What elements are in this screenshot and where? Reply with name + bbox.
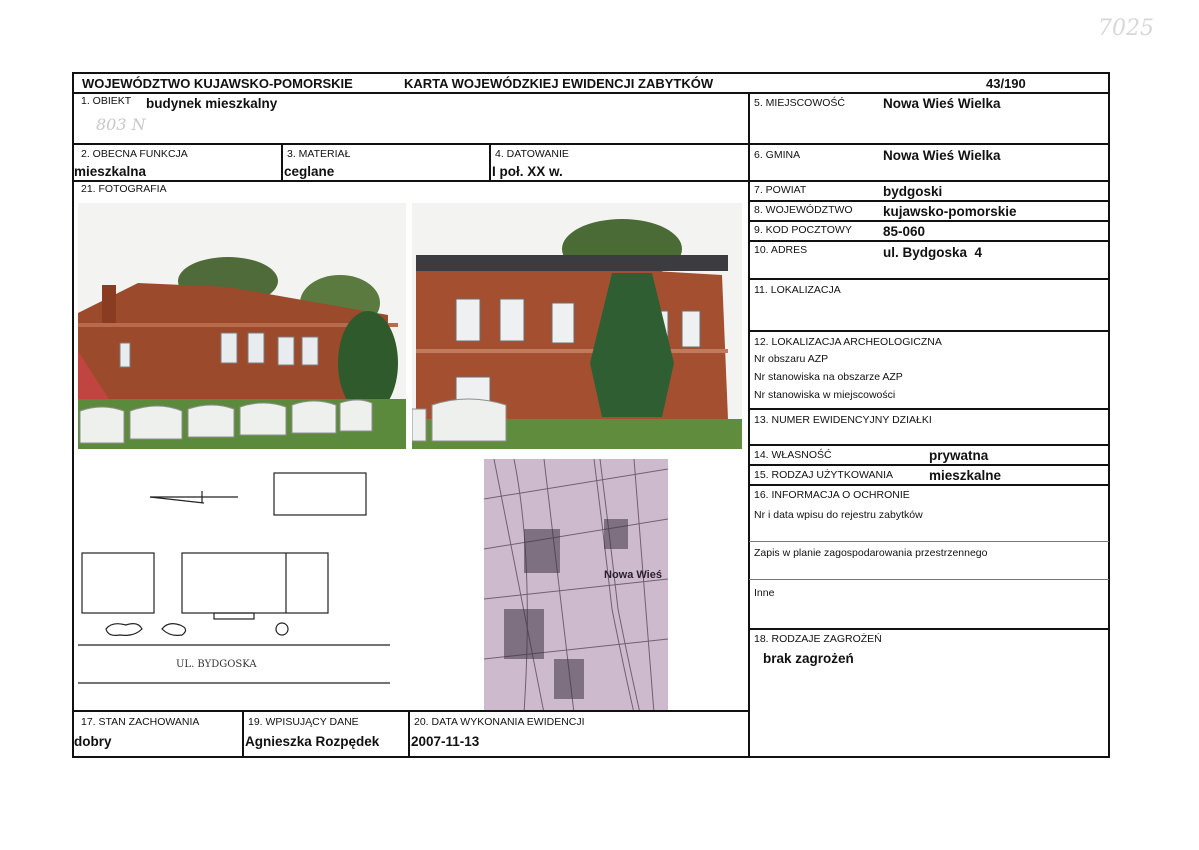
field-fotografia [74,180,750,712]
sketch-street-label: UL. BYDGOSKA [176,659,257,670]
powiat-value: bydgoski [883,184,943,199]
location-map-image [484,459,668,712]
material-label: 3. MATERIAŁ [287,148,351,160]
dzialka-label: 13. NUMER EWIDENCYJNY DZIAŁKI [754,414,932,426]
corner-note: 7025 [1098,16,1154,41]
field-obiekt [74,92,750,144]
ochrona-label: 16. INFORMACJA O OCHRONIE [754,489,910,501]
uzytkowanie-label: 15. RODZAJ UŻYTKOWANIA [754,469,894,481]
wojewodztwo-value: kujawsko-pomorskie [883,204,1017,219]
kod-label: 9. KOD POCZTOWY [754,224,852,236]
site-sketch [78,457,408,709]
field-stan [74,710,244,758]
field-wlasnosc [748,444,1110,466]
pencil-note: 803 N [96,115,146,134]
funkcja-label: 2. OBECNA FUNKCJA [81,148,188,160]
data-label: 20. DATA WYKONANIA EWIDENCJI [414,716,585,728]
adres-label: 10. ADRES [754,244,808,256]
obiekt-label: 1. OBIEKT [81,95,132,107]
field-datowanie [489,144,750,182]
ochrona-rejestr: Nr i data wpisu do rejestru zabytków [754,509,923,521]
field-kod-pocztowy [748,220,1110,242]
data-value: 2007-11-13 [411,734,480,749]
miejscowosc-label: 5. MIEJSCOWOŚĆ [754,97,846,109]
gmina-value: Nowa Wieś Wielka [883,148,1001,163]
lokalizacja-label: 11. LOKALIZACJA [754,284,841,296]
archeo-line-1: Nr obszaru AZP [754,353,829,365]
building-photo-2-image [412,203,742,449]
field-adres [748,240,1110,280]
stan-label: 17. STAN ZACHOWANIA [81,716,200,728]
building-photo-2 [412,203,742,449]
field-archeo [748,330,1110,410]
region-title: WOJEWÓDZTWO KUJAWSKO-POMORSKIE [82,76,353,91]
card-header [74,74,1108,94]
ochrona-plan: Zapis w planie zagospodarowania przestrzennego [754,547,988,559]
field-gmina [748,144,1110,182]
field-miejscowosc [748,92,1110,144]
powiat-label: 7. POWIAT [754,184,807,196]
wpisujacy-label: 19. WPISUJĄCY DANE [248,716,359,728]
material-value: ceglane [284,164,335,179]
building-photo-1 [78,203,406,449]
datowanie-label: 4. DATOWANIE [495,148,569,160]
uzytkowanie-value: mieszkalne [929,468,1002,483]
ochrona-inne: Inne [754,587,775,599]
zagrozenia-value: brak zagrożeń [763,651,854,666]
field-uzytkowanie [748,464,1110,486]
ochrona-divider-1 [749,541,1109,542]
wlasnosc-value: prywatna [929,448,989,463]
datowanie-value: I poł. XX w. [492,164,563,179]
field-zagrozenia [748,628,1110,758]
fotografia-label: 21. FOTOGRAFIA [81,183,167,195]
card-number: 43/190 [986,76,1026,91]
field-powiat [748,180,1110,202]
field-dzialka [748,408,1110,446]
obiekt-value: budynek mieszkalny [146,96,278,111]
gmina-label: 6. GMINA [754,149,801,161]
heritage-record-card [72,72,1110,758]
card-title: KARTA WOJEWÓDZKIEJ EWIDENCJI ZABYTKÓW [404,76,714,91]
field-data [408,710,750,758]
map-place-label: Nowa Wieś [604,569,662,581]
field-ochrona [748,484,1110,630]
stan-value: dobry [74,734,112,749]
wlasnosc-label: 14. WŁASNOŚĆ [754,449,832,461]
kod-value: 85-060 [883,224,926,239]
archeo-line-3: Nr stanowiska w miejscowości [754,389,896,401]
field-lokalizacja [748,278,1110,332]
archeo-line-2: Nr stanowiska na obszarze AZP [754,371,903,383]
wpisujacy-value: Agnieszka Rozpędek [245,734,380,749]
building-photo-1-image [78,203,406,449]
miejscowosc-value: Nowa Wieś Wielka [883,96,1001,111]
field-wpisujacy [242,710,410,758]
field-material [281,144,491,182]
adres-value: ul. Bydgoska 4 [883,245,983,260]
site-sketch-drawing [78,457,408,709]
ochrona-divider-2 [749,579,1109,580]
archeo-label: 12. LOKALIZACJA ARCHEOLOGICZNA [754,336,942,348]
location-map [484,459,668,712]
field-wojewodztwo [748,200,1110,222]
field-funkcja [74,144,283,182]
zagrozenia-label: 18. RODZAJE ZAGROŻEŃ [754,633,882,645]
wojewodztwo-label: 8. WOJEWÓDZTWO [754,204,853,216]
funkcja-value: mieszkalna [74,164,147,179]
